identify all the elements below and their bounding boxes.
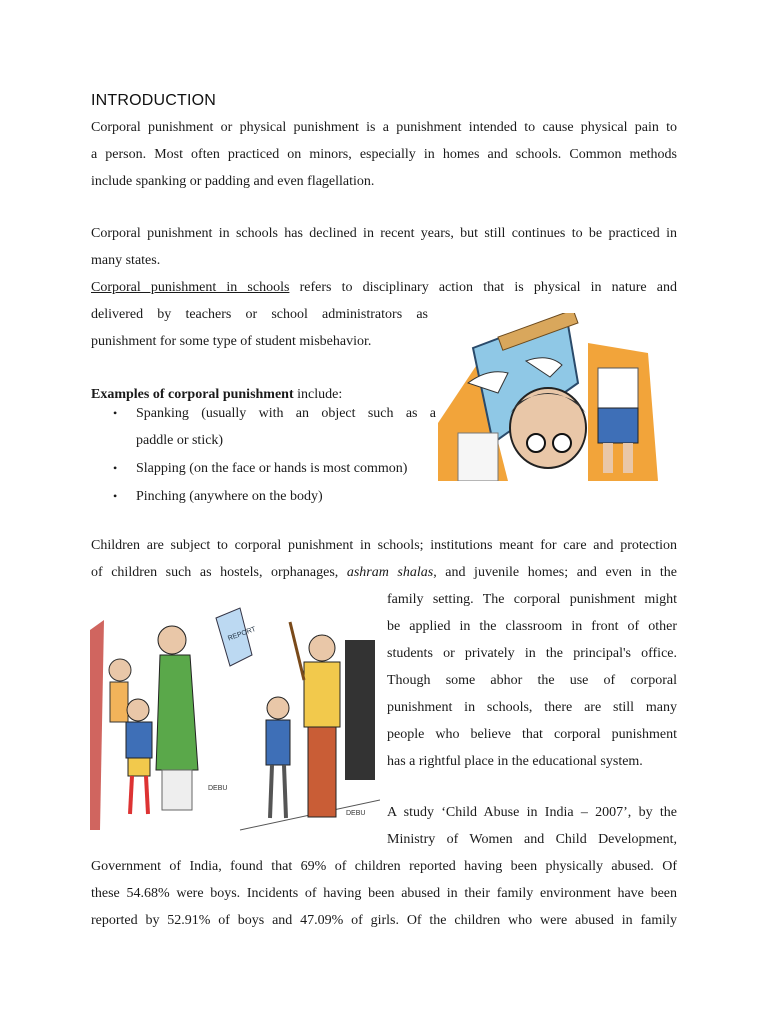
- underlined-term: Corporal punishment in schools: [91, 280, 290, 295]
- paragraph-decline: [91, 220, 677, 274]
- page-title: INTRODUCTION: [91, 92, 217, 109]
- bullet-icon: •: [113, 406, 118, 420]
- text-line: many states.: [91, 253, 161, 268]
- paper-label: REPORT: [227, 625, 257, 643]
- text-line: students or privately in the principal's office.: [387, 646, 677, 661]
- text-line: include spanking or padding and even flagellation.: [91, 174, 375, 189]
- italic-term: ashram shalas: [346, 565, 434, 580]
- text-line: family setting. The corporal punishment might: [387, 592, 677, 607]
- text-line: be applied in the classroom in front of other: [387, 619, 677, 634]
- text-line: Though some abhor the use of corporal: [387, 673, 677, 688]
- text-line: punishment in schools, there are still many: [387, 700, 677, 715]
- text-line: [91, 559, 677, 586]
- examples-label-bold: Examples of corporal punishment: [91, 387, 294, 402]
- punishment-scenes-cartoon: [90, 600, 380, 840]
- examples-label-rest: include:: [293, 387, 343, 402]
- bullet-icon: •: [113, 461, 118, 475]
- paragraph-children: [91, 532, 677, 586]
- list-item: [91, 455, 436, 482]
- text-line: Pinching (anywhere on the body): [136, 489, 323, 504]
- text-line: Ministry of Women and Child Development,: [387, 832, 677, 847]
- paragraph-study: [91, 853, 677, 934]
- text-line: Spanking (usually with an object such as a: [136, 406, 436, 421]
- paragraph-intro: [91, 114, 677, 195]
- signature-text: DEBU: [208, 785, 228, 792]
- teacher-ruler-cartoon: [438, 313, 658, 481]
- text-line: Slapping (on the face or hands is most common): [136, 461, 408, 476]
- examples-list: [91, 400, 436, 510]
- text-fragment: of children such as hostels, orphanages,: [91, 565, 347, 580]
- text-line: Corporal punishment in schools has declined in recent years, but still continues to be practiced in: [91, 226, 677, 241]
- text-line: reported by 52.91% of boys and 47.09% of girls. Of the children who were abused in family: [91, 913, 677, 928]
- list-item: [91, 400, 436, 454]
- signature-text: DEBU: [346, 810, 366, 817]
- text-line: paddle or stick): [136, 433, 224, 448]
- definition-text: refers to disciplinary action that is physical in nature and: [289, 280, 677, 295]
- text-line: Children are subject to corporal punishment in schools; institutions meant for care and protection: [91, 538, 677, 553]
- bullet-icon: •: [113, 489, 118, 503]
- paragraph-study-wrap: [387, 799, 677, 853]
- text-line: delivered by teachers or school administrators as: [91, 307, 428, 322]
- text-line: Government of India, found that 69% of children reported having been physically abused. Of: [91, 859, 677, 874]
- text-line: a person. Most often practiced on minors, especially in homes and schools. Common methods: [91, 147, 677, 162]
- text-line: these 54.68% were boys. Incidents of having been abused in their family environment have been: [91, 886, 677, 901]
- text-fragment: , and juvenile homes; and even in the: [433, 565, 678, 580]
- text-line: A study ‘Child Abuse in India – 2007’, by the: [387, 805, 677, 820]
- text-line: Corporal punishment or physical punishment is a punishment intended to cause physical pain to: [91, 120, 677, 135]
- paragraph-children-wrap: [387, 586, 677, 775]
- list-item: [91, 483, 436, 510]
- text-line: has a rightful place in the educational system.: [387, 754, 643, 769]
- text-line: punishment for some type of student misbehavior.: [91, 334, 372, 349]
- text-line: [91, 274, 677, 301]
- text-line: people who believe that corporal punishment: [387, 727, 677, 742]
